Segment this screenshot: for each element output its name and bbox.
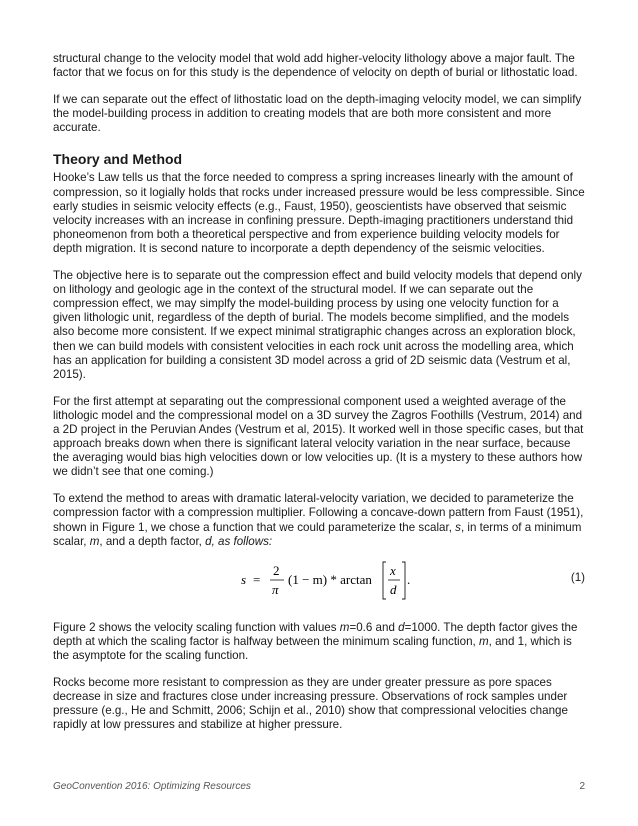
eq-equals: = [253,571,261,587]
eq-frac-den: π [272,581,279,597]
text-run: , and a depth factor, [99,534,206,548]
eq-frac-num: 2 [273,562,280,578]
page-number: 2 [579,781,585,792]
page-footer [53,781,587,792]
text-run: =1000. The depth factor gives the depth at which the scaling factor is halfway between the minimum scaling function, [53,620,578,648]
equation-graphic [239,558,439,608]
eq-period: . [407,571,411,587]
paragraph-intro-2: If we can separate out the effect of lithostatic load on the depth-imaging velocity model, we can simplify the model-building process in addition to creating models that are both more consistent and more accurate. [53,93,582,135]
variable-m: m [478,634,489,648]
equation-number: (1) [570,570,585,584]
page-body [53,52,587,732]
eq-lhs: s [241,571,247,587]
paragraph-hookes-law: Hooke’s Law tells us that the force needed to compress a spring increases linearly with the amount of compression, so it logially holds that rocks under increased pressure would be less compressible. Since early studies in seismic velocity effects (e.g., Faust, 1950), geoscientists have observed that seismic velocity increases with an increase in confining pressure. Depth-imaging practitioners understand thid phoneomenon from both a theoretical perspective and from experience building velocity models for depth migration. It is second nature to incorporate a depth dependency of the seismic velocities. [53,171,585,255]
text-run: , in terms of a minimum scalar, [53,520,582,548]
variable-s: s [455,520,461,534]
eq-middle: (1 − m) * arctan [288,571,372,587]
eq-inner-den: d [390,581,397,597]
section-heading: Theory and Method [53,151,183,168]
text-run: Figure 2 shows the velocity scaling function with values [53,620,340,634]
variable-m: m [89,534,100,548]
paragraph-rock-compression: Rocks become more resistant to compression as they are under greater pressure as pore spaces decrease in size and fractures close under increasing pressure. Observations of rock samples under pressure (e.g., He and Schmitt, 2006; Schijn et al., 2010) show that compressional velocities change rapidly at low pressures and stabilize at higher pressure. [53,676,568,732]
variable-d: d [398,620,405,634]
paragraph-parameterize [53,492,587,548]
variable-d: d, [205,534,215,548]
paragraph-objective: The objective here is to separate out the compression effect and build velocity models that depend only on lithology and geologic age in the context of the structural model. If we can separate out the compression effect, we may simplfy the model-building process by using one velocity function for a given lithologic unit, regardless of the depth of burial. The models become simplified, and the models also become more consistent. If we expect minimal stratigraphic changes across an exploration block, then we can build models with consistent velocities in each rock unit across the modelling area, which has an application for building a consistent 3D model across a grid of 2D seismic data (Vestrum et al, 2015). [53,269,582,381]
text-run: To extend the method to areas with dramatic lateral-velocity variation, we decided to parameterize the compression factor with a compression multiplier. Following a concave-down pattern from Faust (1951), shown in Figure 1, we chose a function that we could parameterize the scalar, [53,492,584,534]
paragraph-first-attempt: For the first attempt at separating out the compressional component used a weighted average of the lithologic model and the compressional model on a 3D survey the Zagros Foothills (Vestrum, 2014) and a 2D project in the Peruvian Andes (Vestrum et al, 2015). It worked well in those specific cases, but that approach breaks down when there is significant lateral velocity variation in the near surface, because the averaging would bias high velocities down or low velocities up. (It is a mystery to these authors how we didn’t see that one coming.) [53,394,584,479]
eq-left-bracket [383,562,386,599]
text-run: =0.6 and [349,620,399,634]
text-run: , and 1, which is the asymptote for the scaling function. [53,634,572,662]
paragraph-figure-2 [53,621,587,663]
text-run: as follows: [214,534,273,548]
variable-m: m [339,620,350,634]
footer-conference: GeoConvention 2016: Optimizing Resources [53,781,251,792]
eq-inner-num: x [390,562,396,578]
equation-1 [53,558,587,608]
paragraph-intro-1: structural change to the velocity model that wold add higher-velocity lithology above a major fault. The factor that we focus on for this study is the dependence of velocity on depth of burial or lithostatic load. [53,52,578,80]
eq-right-bracket [402,562,405,599]
